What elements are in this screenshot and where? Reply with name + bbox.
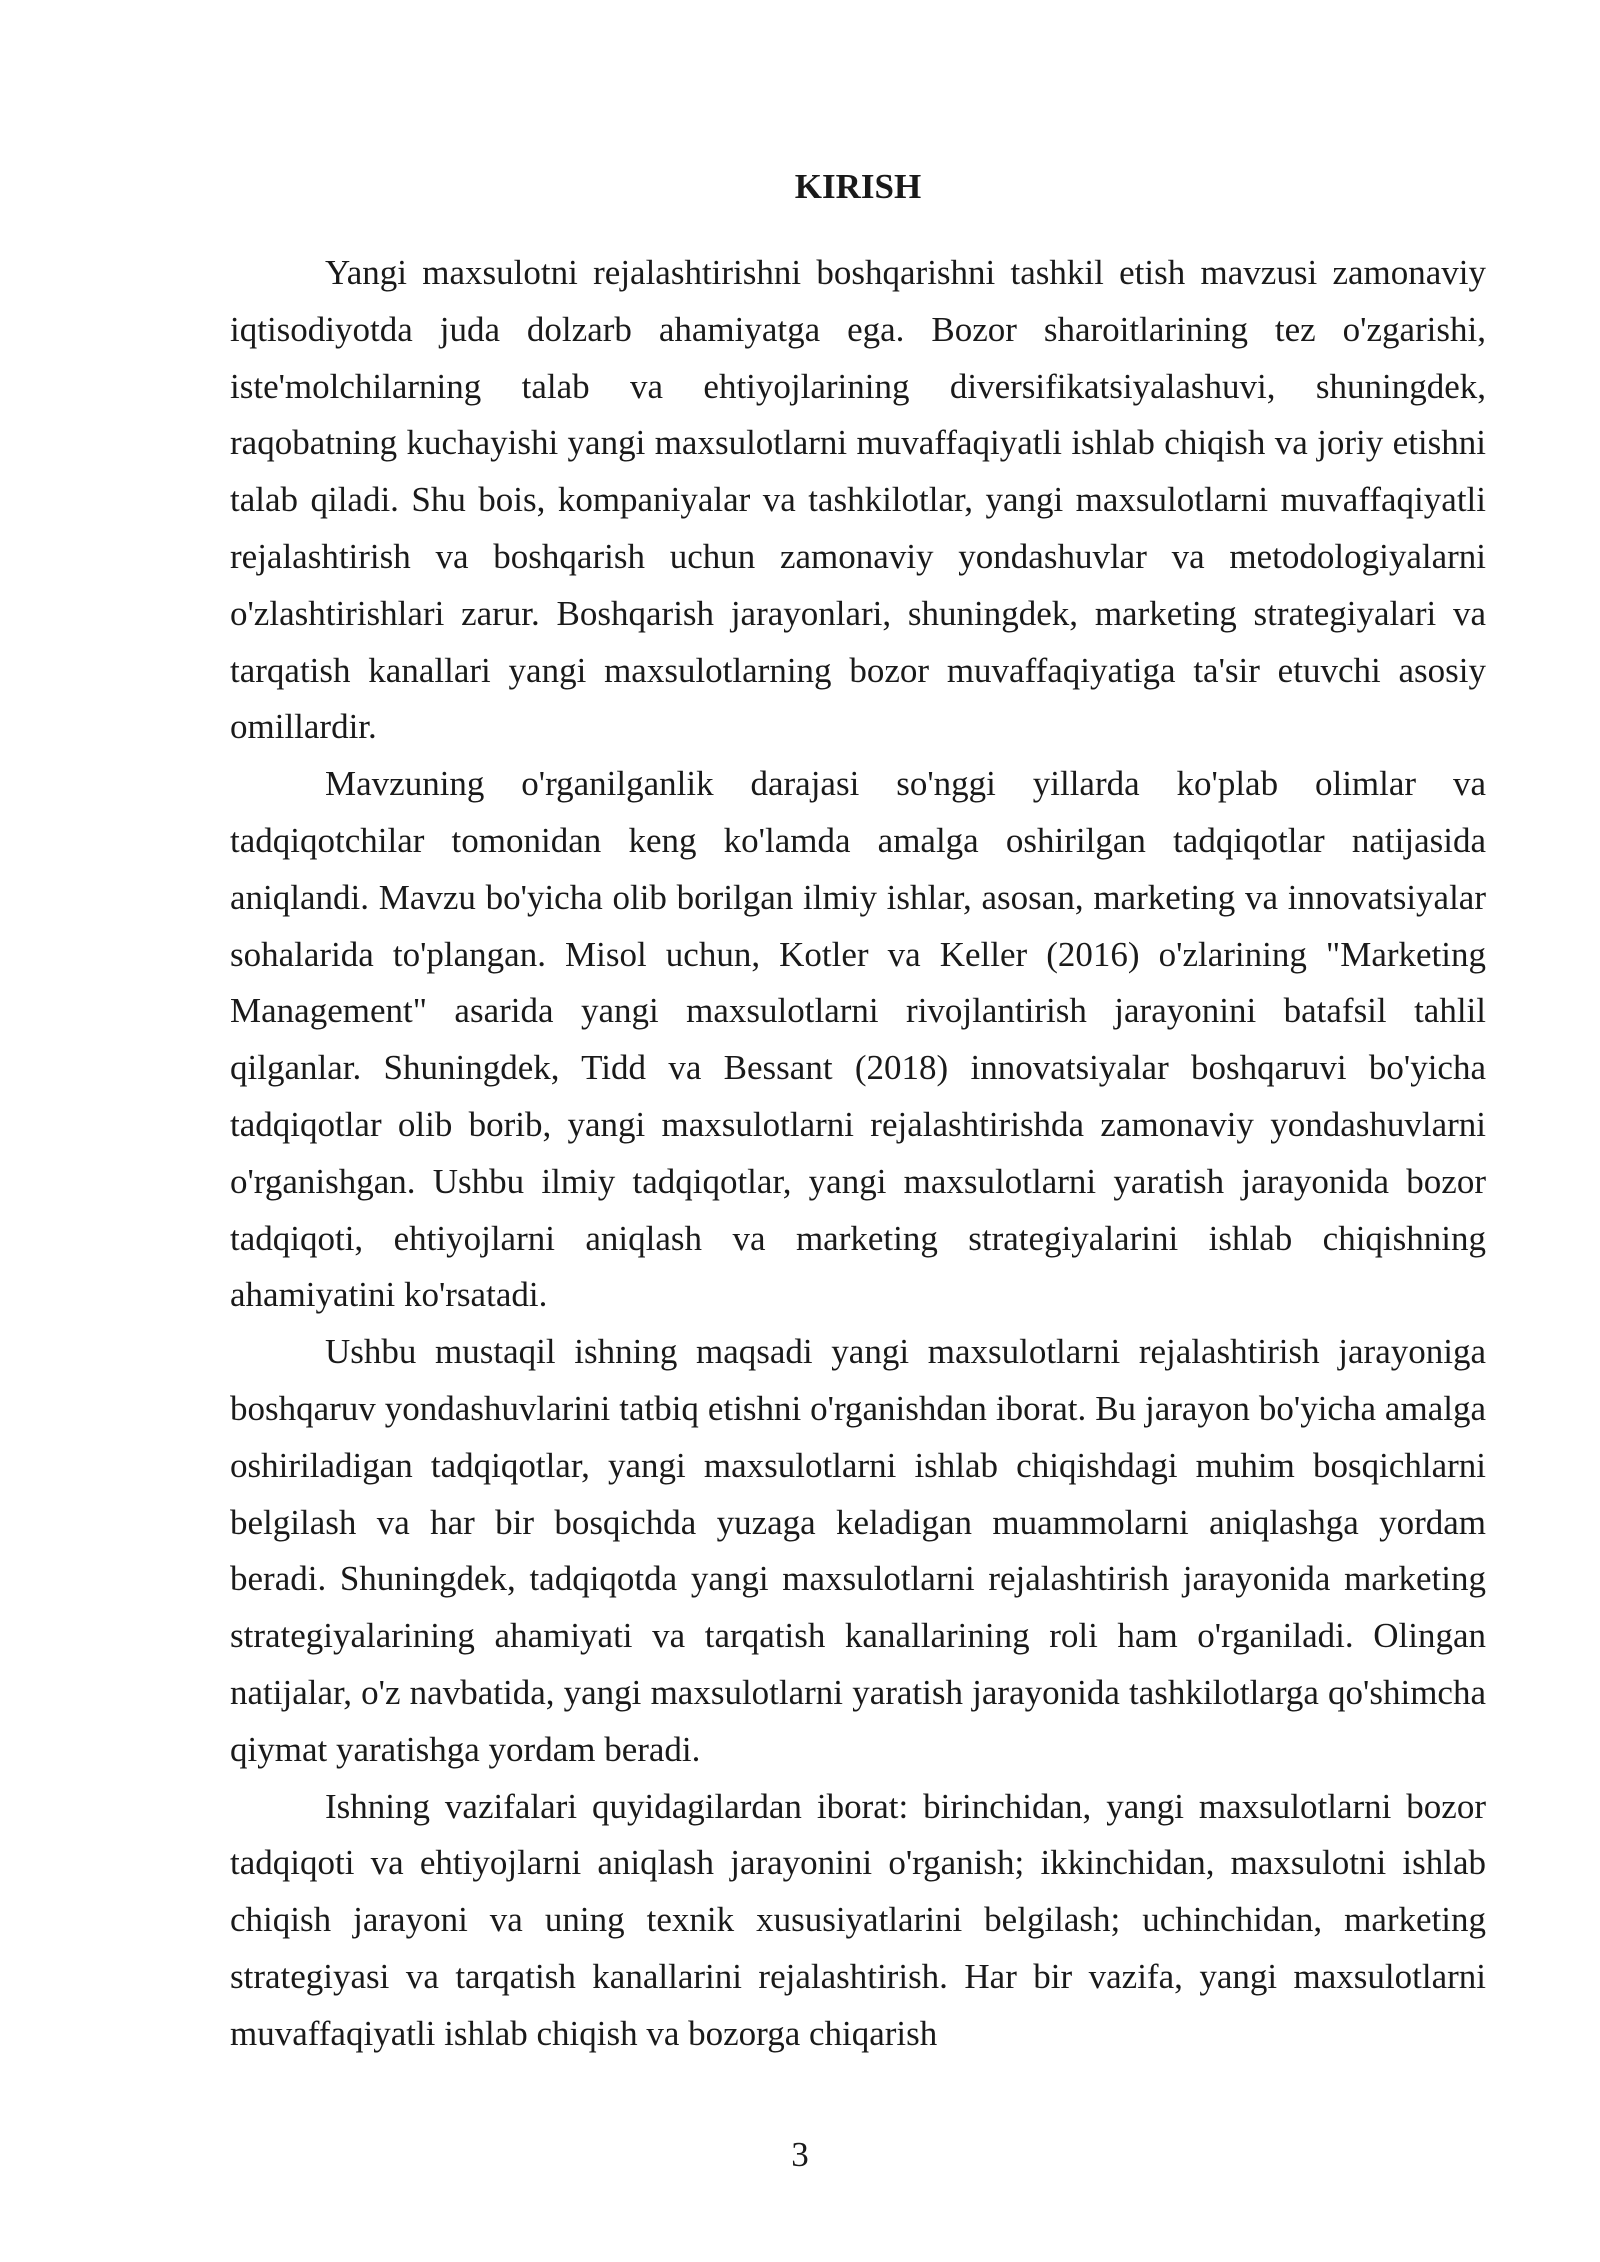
paragraph-tasks: Ishning vazifalari quyidagilardan iborat: birinchidan, yangi maxsulotlarni bozor tadqiqoti va ehtiyojlarni aniqlash jarayonini o'rganish; ikkinchidan, maxsulotni ishlab chiqish jarayoni va uning texnik xususiyatlarini belgilash; uchinchidan, marketing strategiyasi va tarqatish kanallarini rejalashtirish. Har bir vazifa, yangi maxsulotlarni muvaffaqiyatli ishlab chiqish va bozorga chiqarish	[230, 1786, 1486, 2053]
paragraph-goal: Ushbu mustaqil ishning maqsadi yangi maxsulotlarni rejalashtirish jarayoniga boshqaruv yondashuvlarini tatbiq etishni o'rganishdan iborat. Bu jarayon bo'yicha amalga oshiriladigan tadqiqotlar, yangi maxsulotlarni ishlab chiqishdagi muhim bosqichlarni belgilash va har bir bosqichda yuzaga keladigan muammolarni aniqlashga yordam beradi. Shuningdek, tadqiqotda yangi maxsulotlarni rejalashtirish jarayonida marketing strategiyalarining ahamiyati va tarqatish kanallarining roli ham o'rganiladi. Olingan natijalar, o'z navbatida, yangi maxsulotlarni yaratish jarayonida tashkilotlarga qo'shimcha qiymat yaratishga yordam beradi.	[230, 1332, 1486, 1769]
page-number: 3	[791, 2135, 809, 2174]
paragraph-literature-review: Mavzuning o'rganilganlik darajasi so'nggi yillarda ko'plab olimlar va tadqiqotchilar tomonidan keng ko'lamda amalga oshirilgan tadqiqotlar natijasida aniqlandi. Mavzu bo'yicha olib borilgan ilmiy ishlar, asosan, marketing va innovatsiyalar sohalarida to'plangan. Misol uchun, Kotler va Keller (2016) o'zlarining "Marketing Management" asarida yangi maxsulotlarni rivojlantirish jarayonini batafsil tahlil qilganlar. Shuningdek, Tidd va Bessant (2018) innovatsiyalar boshqaruvi bo'yicha tadqiqotlar olib borib, yangi maxsulotlarni rejalashtirishda zamonaviy yondashuvlarni o'rganishgan. Ushbu ilmiy tadqiqotlar, yangi maxsulotlarni yaratish jarayonida bozor tadqiqoti, ehtiyojlarni aniqlash va marketing strategiyalarini ishlab chiqishning ahamiyatini ko'rsatadi.	[230, 764, 1486, 1315]
page-content	[230, 162, 1486, 2063]
paragraph-intro: Yangi maxsulotni rejalashtirishni boshqarishni tashkil etish mavzusi zamonaviy iqtisodiyotda juda dolzarb ahamiyatga ega. Bozor sharoitlarining tez o'zgarishi, iste'molchilarning talab va ehtiyojlarining diversifikatsiyalashuvi, shuningdek, raqobatning kuchayishi yangi maxsulotlarni muvaffaqiyatli ishlab chiqish va joriy etishni talab qiladi. Shu bois, kompaniyalar va tashkilotlar, yangi maxsulotlarni muvaffaqiyatli rejalashtirish va boshqarish uchun zamonaviy yondashuvlar va metodologiyalarni o'zlashtirishlari zarur. Boshqarish jarayonlari, shuningdek, marketing strategiyalari va tarqatish kanallari yangi maxsulotlarning bozor muvaffaqiyatiga ta'sir etuvchi asosiy omillardir.	[230, 253, 1486, 747]
section-title: KIRISH	[794, 167, 922, 206]
